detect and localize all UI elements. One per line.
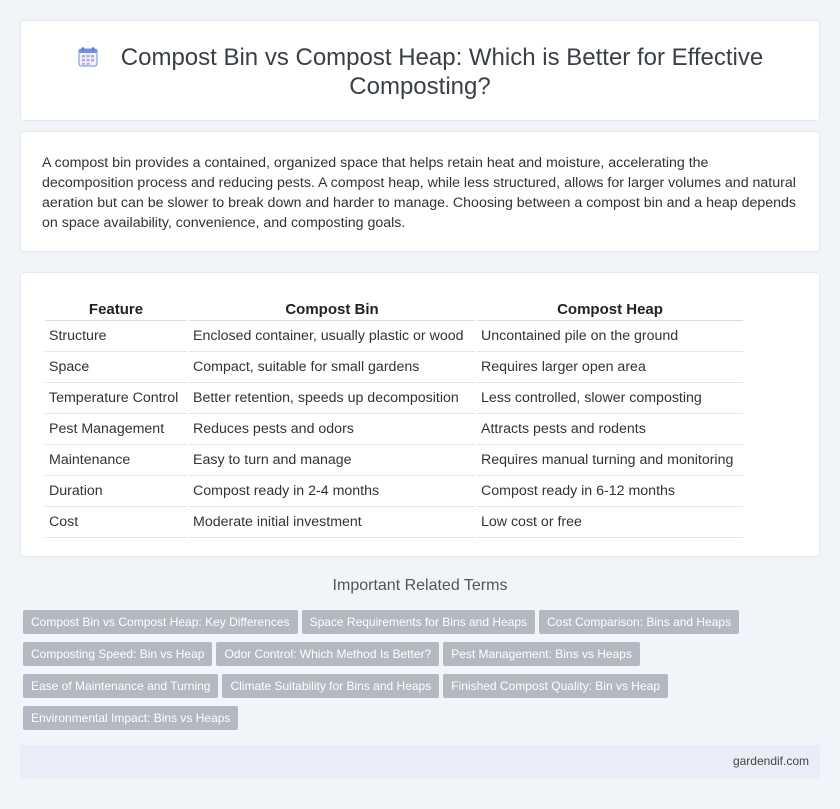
column-header-feature: Feature bbox=[45, 295, 187, 321]
table-cell: Duration bbox=[45, 476, 187, 507]
table-cell: Space bbox=[45, 352, 187, 383]
intro-card bbox=[20, 131, 820, 252]
related-term-tag[interactable]: Space Requirements for Bins and Heaps bbox=[302, 610, 535, 634]
table-row bbox=[45, 476, 743, 507]
header-card bbox=[20, 20, 820, 121]
related-term-tag[interactable]: Climate Suitability for Bins and Heaps bbox=[222, 674, 439, 698]
table-cell: Compost ready in 6-12 months bbox=[477, 476, 743, 507]
table-cell: Enclosed container, usually plastic or wood bbox=[189, 321, 475, 352]
related-term-tag[interactable]: Cost Comparison: Bins and Heaps bbox=[539, 610, 739, 634]
footer-bar bbox=[20, 745, 820, 778]
table-cell: Less controlled, slower composting bbox=[477, 383, 743, 414]
intro-paragraph: A compost bin provides a contained, organized space that helps retain heat and moisture, accelerating the decomposition process and reducing pests. A compost heap, while less structured, allows for larger volumes and natural aeration but can be slower to break down and harder to manage. Choosing between a compost bin and a heap depends on space availability, convenience, and composting goals. bbox=[42, 155, 797, 231]
page-title bbox=[61, 43, 779, 101]
related-term-tag[interactable]: Composting Speed: Bin vs Heap bbox=[23, 642, 212, 666]
table-cell: Easy to turn and manage bbox=[189, 445, 475, 476]
table-cell: Pest Management bbox=[45, 414, 187, 445]
table-cell: Requires manual turning and monitoring bbox=[477, 445, 743, 476]
table-header-row bbox=[45, 295, 743, 321]
related-term-tag[interactable]: Ease of Maintenance and Turning bbox=[23, 674, 218, 698]
table-row bbox=[45, 507, 743, 538]
table-row bbox=[45, 414, 743, 445]
column-header-compost-bin: Compost Bin bbox=[189, 295, 475, 321]
table-row bbox=[45, 321, 743, 352]
table-cell: Uncontained pile on the ground bbox=[477, 321, 743, 352]
related-term-tag[interactable]: Finished Compost Quality: Bin vs Heap bbox=[443, 674, 668, 698]
column-header-compost-heap: Compost Heap bbox=[477, 295, 743, 321]
table-cell: Better retention, speeds up decomposition bbox=[189, 383, 475, 414]
table-cell: Moderate initial investment bbox=[189, 507, 475, 538]
page-title-text: Compost Bin vs Compost Heap: Which is Better for Effective Composting? bbox=[120, 44, 764, 100]
table-cell: Compact, suitable for small gardens bbox=[189, 352, 475, 383]
table-cell: Cost bbox=[45, 507, 187, 538]
related-term-tag[interactable]: Pest Management: Bins vs Heaps bbox=[443, 642, 640, 666]
table-cell: Attracts pests and rodents bbox=[477, 414, 743, 445]
table-cell: Temperature Control bbox=[45, 383, 187, 414]
footer-site-link[interactable]: gardendif.com bbox=[732, 754, 809, 768]
table-cell: Reduces pests and odors bbox=[189, 414, 475, 445]
table-row bbox=[45, 445, 743, 476]
table-cell: Compost ready in 2-4 months bbox=[189, 476, 475, 507]
related-term-tag[interactable]: Environmental Impact: Bins vs Heaps bbox=[23, 706, 238, 730]
table-cell: Requires larger open area bbox=[477, 352, 743, 383]
related-terms-list bbox=[23, 610, 823, 738]
table-row bbox=[45, 352, 743, 383]
related-term-tag[interactable]: Compost Bin vs Compost Heap: Key Differences bbox=[23, 610, 298, 634]
table-cell: Structure bbox=[45, 321, 187, 352]
table-row bbox=[45, 383, 743, 414]
table-cell: Maintenance bbox=[45, 445, 187, 476]
related-terms-title: Important Related Terms bbox=[332, 577, 508, 594]
comparison-card bbox=[20, 272, 820, 557]
comparison-table bbox=[43, 295, 745, 538]
table-cell: Low cost or free bbox=[477, 507, 743, 538]
related-term-tag[interactable]: Odor Control: Which Method Is Better? bbox=[216, 642, 439, 666]
calendar-icon bbox=[77, 46, 99, 68]
